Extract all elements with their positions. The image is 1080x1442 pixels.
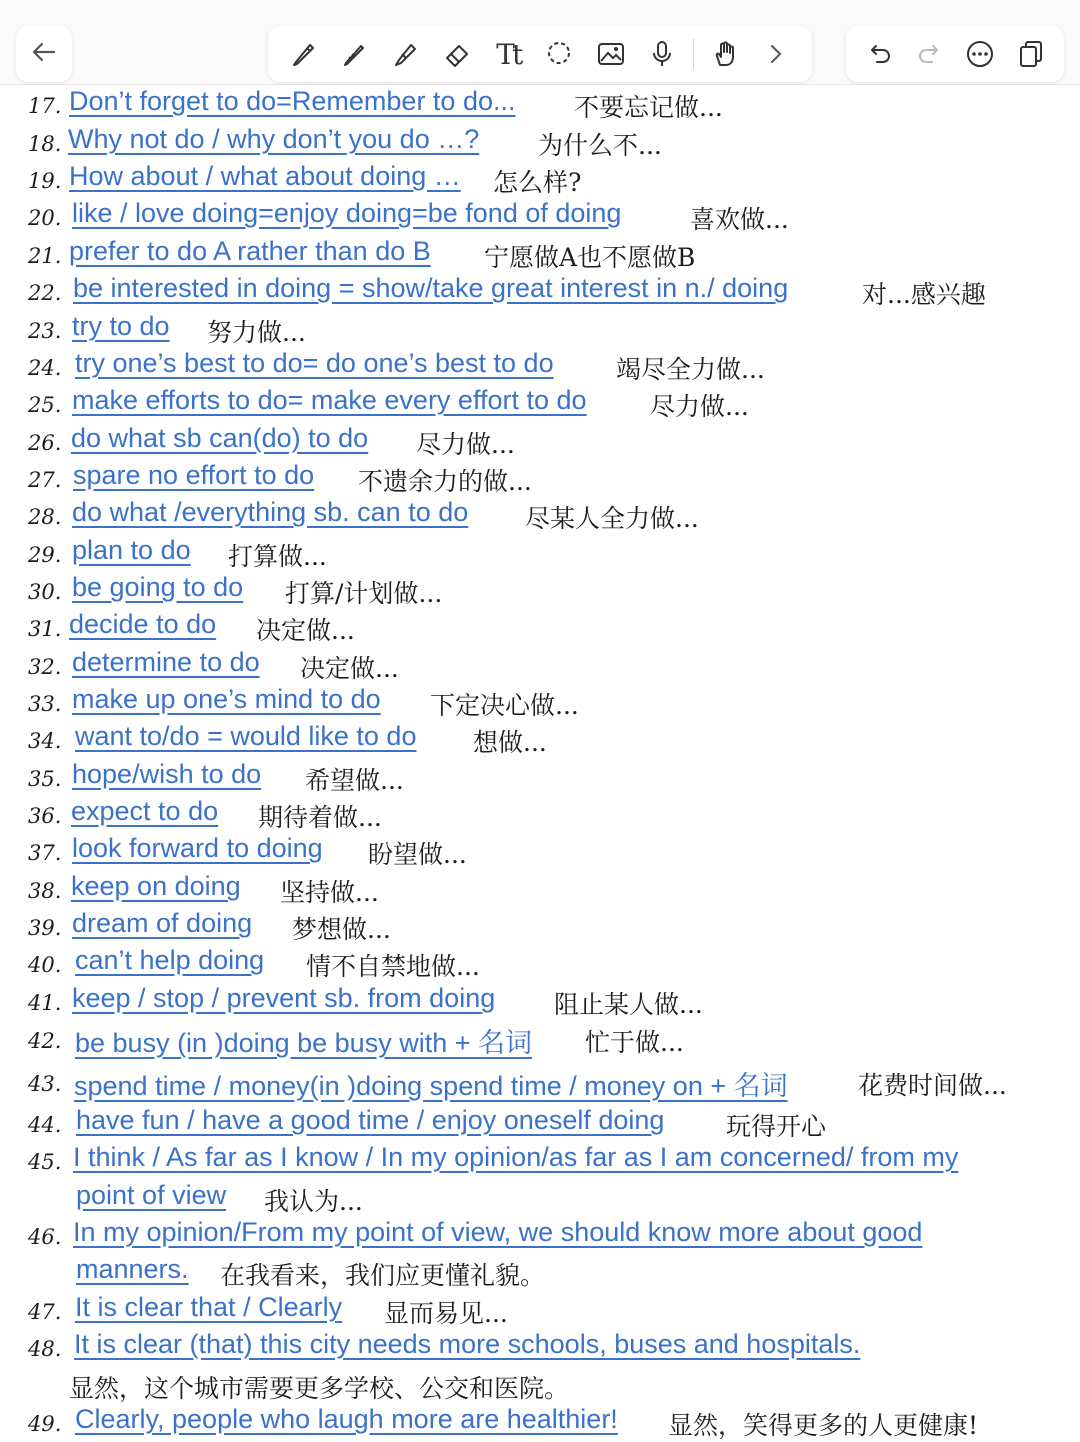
- history-and-menu: [846, 26, 1064, 82]
- note-line: [0, 1064, 1080, 1102]
- undo-icon[interactable]: [859, 34, 899, 74]
- line-number: 17.: [28, 94, 62, 118]
- english-phrase: make up one’s mind to do: [72, 684, 381, 714]
- note-line: [0, 385, 1080, 423]
- more-icon[interactable]: [960, 34, 1000, 74]
- chinese-meaning: 盼望做...: [368, 840, 467, 869]
- english-phrase: I think / As far as I know / In my opinion/as far as I am concerned/ from my: [73, 1142, 959, 1172]
- english-phrase: plan to do: [72, 535, 191, 565]
- english-phrase: Clearly, people who laugh more are healthier!: [75, 1404, 618, 1434]
- note-line: [0, 535, 1080, 573]
- highlighter-icon[interactable]: [386, 34, 426, 74]
- chinese-meaning: 尽力做...: [416, 430, 515, 459]
- chinese-meaning: 决定做...: [256, 616, 355, 645]
- chinese-meaning: 决定做...: [300, 654, 399, 683]
- line-number: 42.: [28, 1029, 62, 1053]
- chinese-meaning: 情不自禁地做...: [306, 952, 480, 981]
- note-line: [0, 721, 1080, 759]
- line-number: 18.: [28, 132, 62, 156]
- line-number: 30.: [28, 580, 62, 604]
- line-number: 19.: [28, 169, 62, 193]
- line-number: 36.: [28, 804, 62, 828]
- line-number: 27.: [28, 468, 62, 492]
- chinese-meaning: 显而易见...: [384, 1299, 508, 1328]
- english-phrase: do what /everything sb. can to do: [72, 497, 469, 527]
- english-phrase: try to do: [72, 311, 170, 341]
- english-phrase: Don’t forget to do=Remember to do...: [69, 86, 516, 116]
- chinese-meaning: 尽某人全力做...: [525, 504, 699, 533]
- line-number: 40.: [28, 953, 62, 977]
- arrow-left-icon: [30, 38, 58, 71]
- line-number: 44.: [28, 1113, 62, 1137]
- chinese-meaning: 对...感兴趣: [862, 280, 986, 309]
- english-phrase: expect to do: [71, 796, 219, 826]
- line-number: 45.: [28, 1150, 62, 1174]
- line-number: 22.: [28, 281, 62, 305]
- note-line: [0, 497, 1080, 535]
- chinese-meaning: 下定决心做...: [430, 691, 579, 720]
- chinese-meaning: 喜欢做...: [690, 205, 789, 234]
- english-phrase: Why not do / why don’t you do …?: [68, 124, 480, 154]
- english-phrase: determine to do: [72, 647, 260, 677]
- note-line: [0, 1105, 1080, 1143]
- chinese-meaning: 怎么样?: [493, 168, 582, 197]
- note-line: [0, 1021, 1080, 1059]
- chinese-meaning: 梦想做...: [292, 915, 391, 944]
- line-number: 25.: [28, 393, 62, 417]
- top-toolbar: [0, 0, 1080, 85]
- image-icon[interactable]: [591, 34, 631, 74]
- note-line: [0, 86, 1080, 124]
- note-line: [0, 983, 1080, 1021]
- english-phrase: How about / what about doing …: [69, 161, 461, 191]
- line-number: 29.: [28, 543, 62, 567]
- english-phrase: spend time / money(in )doing spend time / money on + 名词: [74, 1071, 788, 1101]
- note-line: [0, 609, 1080, 647]
- english-phrase: be busy (in )doing be busy with + 名词: [75, 1028, 532, 1058]
- note-line: [0, 1367, 1080, 1405]
- english-phrase-continued: manners.: [76, 1254, 189, 1284]
- note-line: [0, 572, 1080, 610]
- back-button[interactable]: [16, 26, 72, 82]
- english-phrase: be going to do: [72, 572, 244, 602]
- chinese-meaning: 尽力做...: [650, 392, 749, 421]
- chinese-meaning: 为什么不...: [538, 131, 662, 160]
- chinese-meaning: 显然，笑得更多的人更健康!: [668, 1411, 979, 1440]
- chinese-meaning: 竭尽全力做...: [616, 355, 765, 384]
- pages-icon[interactable]: [1011, 34, 1051, 74]
- line-number: 28.: [28, 505, 62, 529]
- line-number: 21.: [28, 244, 62, 268]
- english-phrase: like / love doing=enjoy doing=be fond of doing: [72, 198, 622, 228]
- line-number: 34.: [28, 729, 62, 753]
- note-line: [0, 198, 1080, 236]
- english-phrase: make efforts to do= make every effort to do: [72, 385, 587, 415]
- english-phrase: spare no effort to do: [73, 460, 315, 490]
- note-line: [0, 1254, 1080, 1292]
- note-line: [0, 161, 1080, 199]
- english-phrase: keep / stop / prevent sb. from doing: [72, 983, 496, 1013]
- english-phrase: keep on doing: [71, 871, 241, 901]
- english-phrase: It is clear that / Clearly: [75, 1292, 343, 1322]
- line-number: 20.: [28, 206, 62, 230]
- note-line: [0, 124, 1080, 162]
- chinese-meaning: 不遗余力的做...: [358, 467, 532, 496]
- chinese-meaning: 期待着做...: [258, 803, 382, 832]
- note-line: [0, 871, 1080, 909]
- line-number: 39.: [28, 916, 62, 940]
- text-tool-icon[interactable]: Tt: [496, 37, 521, 71]
- english-phrase: want to/do = would like to do: [75, 721, 417, 751]
- chinese-meaning: 显然，这个城市需要更多学校、公交和医院。: [69, 1374, 570, 1403]
- line-number: 47.: [28, 1300, 62, 1324]
- note-line: [0, 1329, 1080, 1367]
- eraser-icon[interactable]: [437, 34, 477, 74]
- line-number: 38.: [28, 879, 62, 903]
- line-number: 35.: [28, 767, 62, 791]
- english-phrase: look forward to doing: [72, 833, 323, 863]
- english-phrase-continued: point of view: [76, 1180, 227, 1210]
- hand-touch-icon[interactable]: [705, 34, 745, 74]
- lasso-icon[interactable]: [539, 34, 579, 74]
- line-number: 23.: [28, 319, 62, 343]
- note-line: [0, 348, 1080, 386]
- line-number: 41.: [28, 991, 62, 1015]
- chinese-meaning: 打算做...: [228, 542, 327, 571]
- chinese-meaning: 我认为...: [264, 1187, 363, 1216]
- note-line: [0, 796, 1080, 834]
- note-line: [0, 460, 1080, 498]
- drawing-tools: [268, 26, 812, 82]
- chinese-meaning: 打算/计划做...: [285, 579, 443, 608]
- line-number: 49.: [28, 1412, 62, 1436]
- line-number: 32.: [28, 655, 62, 679]
- notes-page[interactable]: [0, 84, 1080, 1440]
- line-number: 43.: [28, 1072, 62, 1096]
- note-line: [0, 236, 1080, 274]
- chinese-meaning: 想做...: [473, 728, 547, 757]
- pencil-icon[interactable]: [335, 34, 375, 74]
- chinese-meaning: 在我看来，我们应更懂礼貌。: [220, 1261, 546, 1290]
- english-phrase: hope/wish to do: [72, 759, 262, 789]
- english-phrase: In my opinion/From my point of view, we should know more about good: [73, 1217, 923, 1247]
- note-line: [0, 759, 1080, 797]
- note-line: [0, 647, 1080, 685]
- pen-icon[interactable]: [284, 34, 324, 74]
- note-line: [0, 1217, 1080, 1255]
- note-line: [0, 423, 1080, 461]
- chinese-meaning: 阻止某人做...: [554, 990, 703, 1019]
- chinese-meaning: 坚持做...: [280, 878, 379, 907]
- line-number: 37.: [28, 841, 62, 865]
- english-phrase: do what sb can(do) to do: [71, 423, 369, 453]
- chinese-meaning: 不要忘记做...: [574, 93, 723, 122]
- note-line: [0, 1180, 1080, 1218]
- line-number: 33.: [28, 692, 62, 716]
- english-phrase: prefer to do A rather than do B: [69, 236, 431, 266]
- line-number: 26.: [28, 431, 62, 455]
- note-line: [0, 1142, 1080, 1180]
- english-phrase: It is clear (that) this city needs more schools, buses and hospitals.: [74, 1329, 861, 1359]
- english-phrase: have fun / have a good time / enjoy oneself doing: [76, 1105, 665, 1135]
- english-phrase: dream of doing: [72, 908, 253, 938]
- note-line: [0, 1404, 1080, 1442]
- note-line: [0, 684, 1080, 722]
- microphone-icon[interactable]: [642, 34, 682, 74]
- chinese-meaning: 玩得开心: [726, 1112, 827, 1141]
- toolbar-divider: [693, 39, 694, 69]
- note-line: [0, 273, 1080, 311]
- note-line: [0, 311, 1080, 349]
- note-line: [0, 945, 1080, 983]
- chevron-right-icon[interactable]: [756, 34, 796, 74]
- line-number: 48.: [28, 1337, 62, 1361]
- english-phrase: try one’s best to do= do one’s best to do: [75, 348, 554, 378]
- english-phrase: be interested in doing = show/take great interest in n./ doing: [73, 273, 789, 303]
- line-number: 31.: [28, 617, 62, 641]
- chinese-meaning: 忙于做...: [585, 1028, 684, 1057]
- line-number: 46.: [28, 1225, 62, 1249]
- note-line: [0, 833, 1080, 871]
- line-number: 24.: [28, 356, 62, 380]
- chinese-meaning: 希望做...: [305, 766, 404, 795]
- redo-icon[interactable]: [910, 34, 950, 74]
- note-line: [0, 1292, 1080, 1330]
- chinese-meaning: 宁愿做A也不愿做B: [484, 243, 696, 272]
- chinese-meaning: 努力做...: [207, 318, 306, 347]
- note-line: [0, 908, 1080, 946]
- english-phrase: can’t help doing: [75, 945, 265, 975]
- english-phrase: decide to do: [69, 609, 217, 639]
- chinese-meaning: 花费时间做...: [858, 1071, 1007, 1100]
